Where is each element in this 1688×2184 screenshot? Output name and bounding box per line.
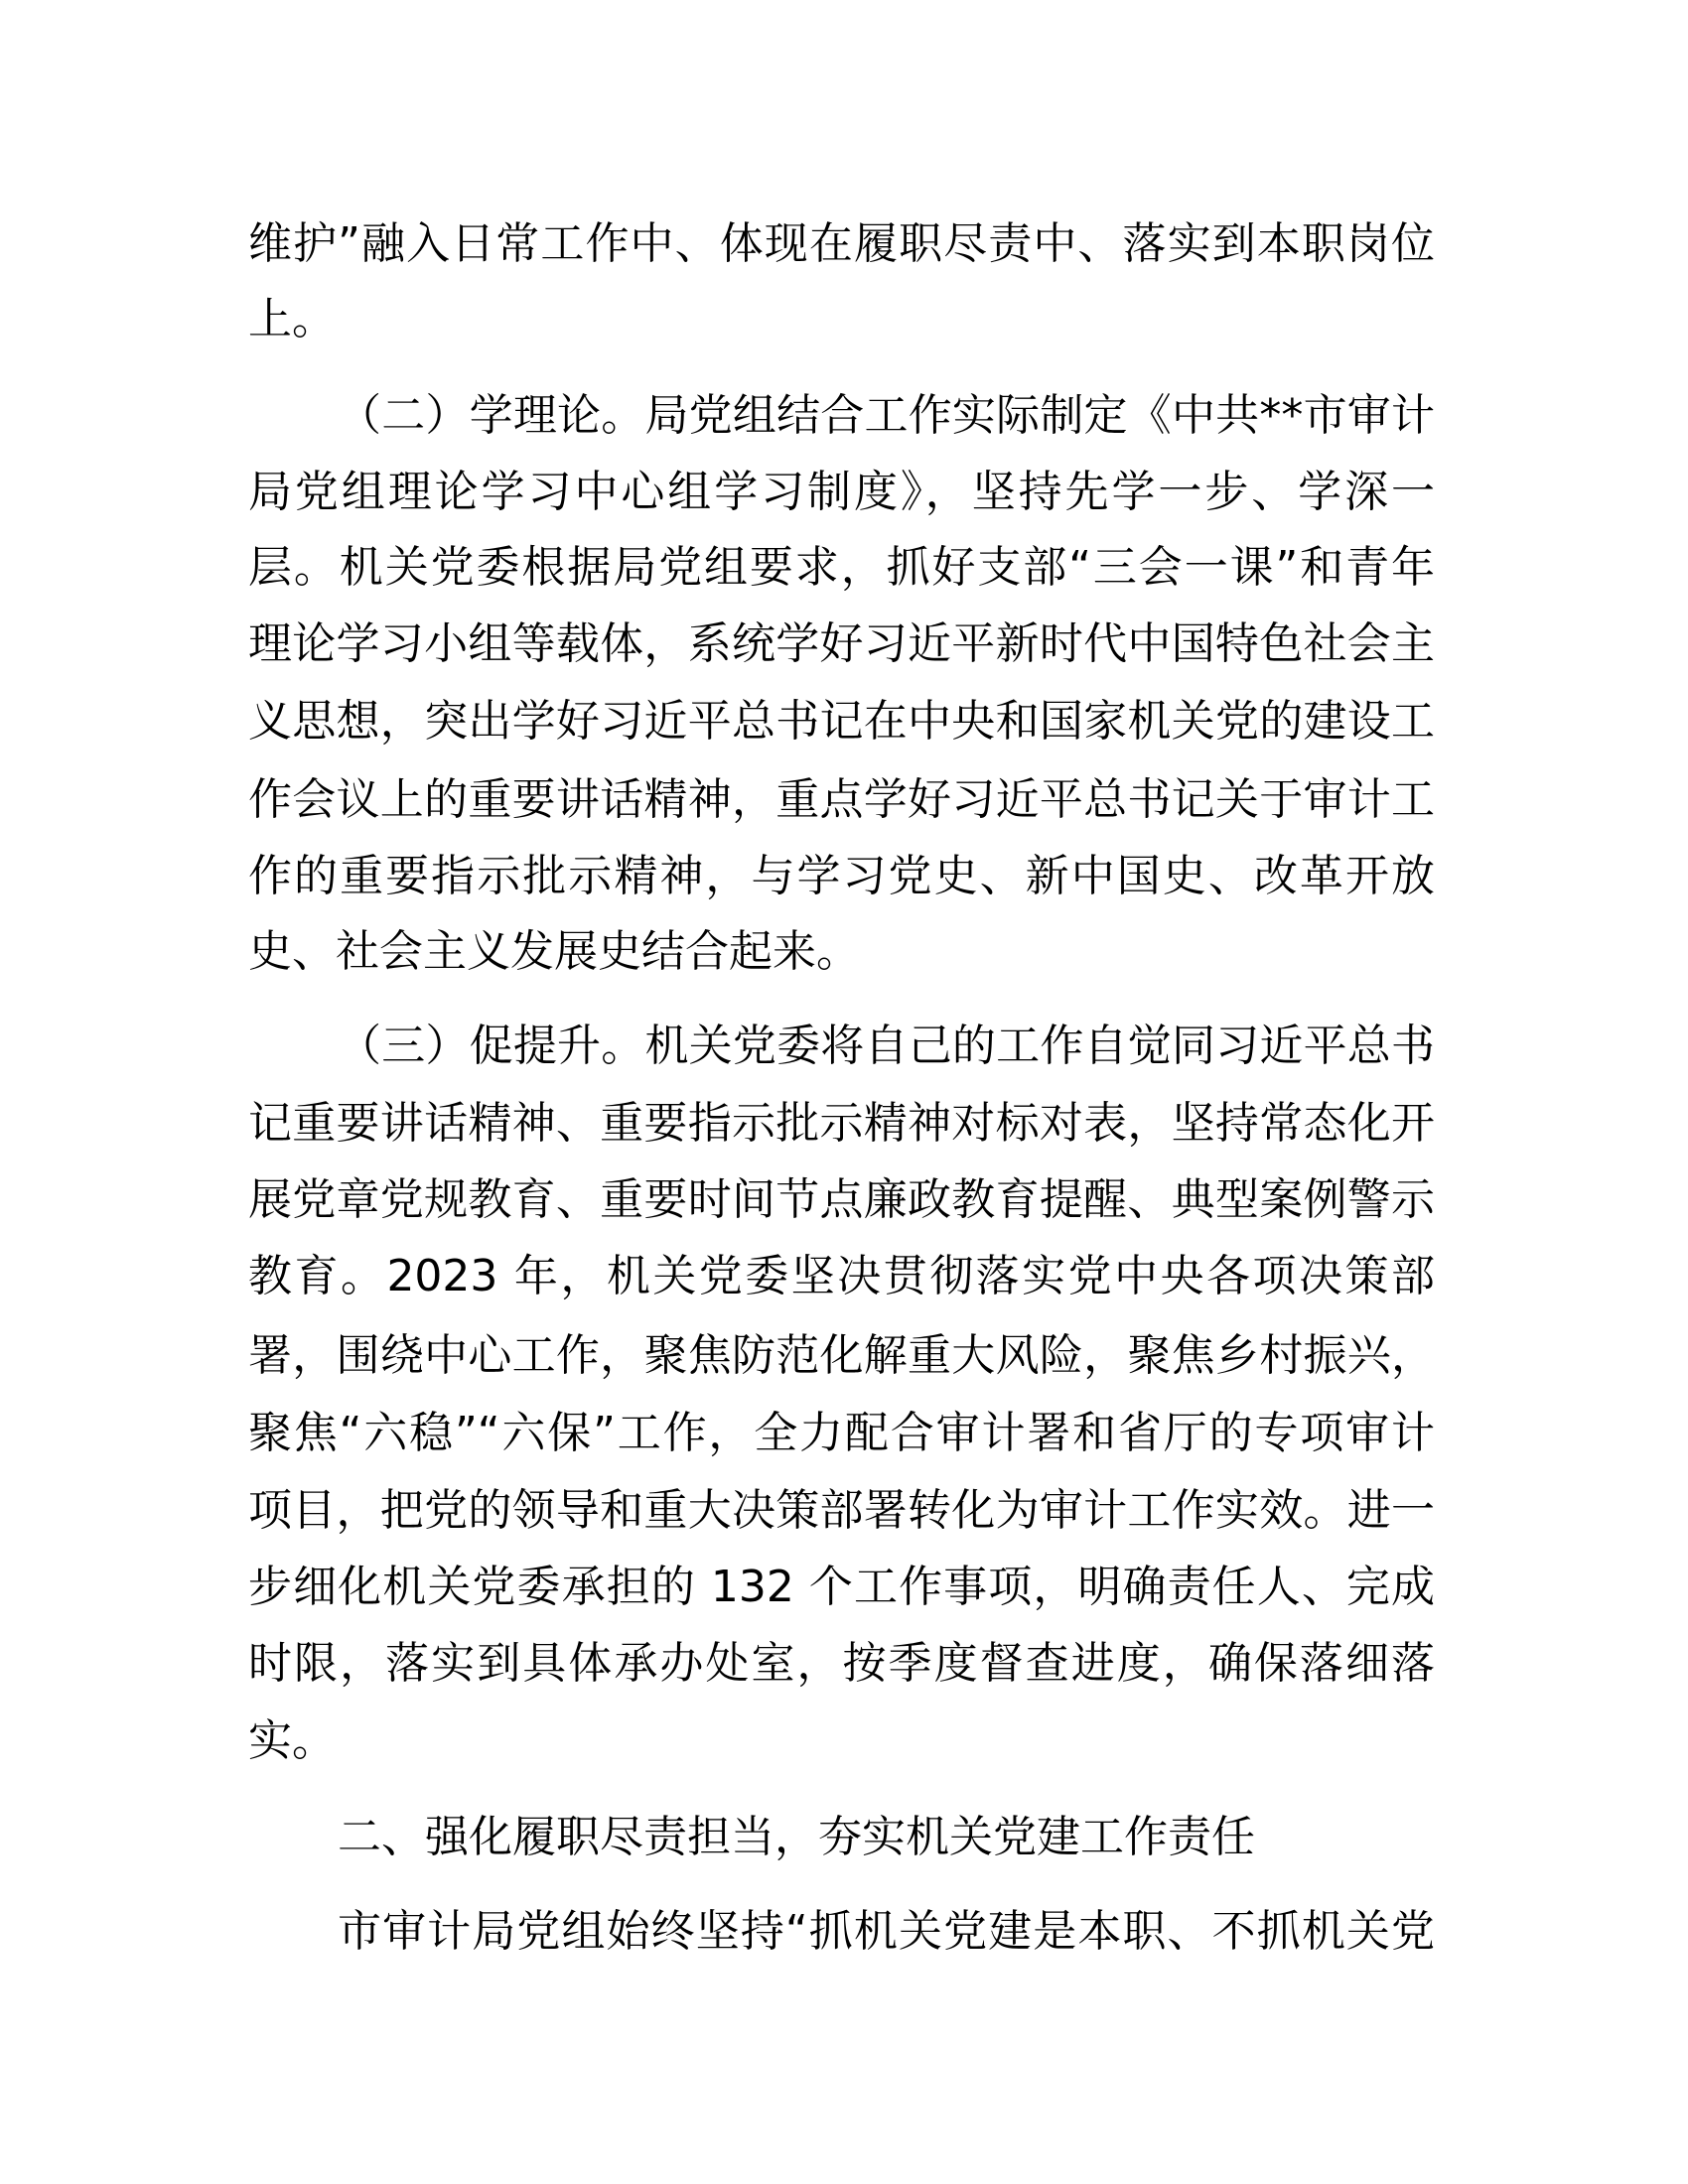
text-line: 上。	[248, 294, 336, 344]
text-line: （三）促提升。机关党委将自己的工作自觉同习近平总书	[338, 1021, 1435, 1071]
text-line: 史、社会主义发展史结合起来。	[248, 926, 860, 977]
text-line: 作的重要指示批示精神，与学习党史、新中国史、改革开放	[248, 851, 1435, 901]
text-line: 义思想，突出学好习近平总书记在中央和国家机关党的建设工	[248, 696, 1435, 747]
text-line: 步细化机关党委承担的 132 个工作事项，明确责任人、完成	[248, 1562, 1435, 1612]
text-line: 理论学习小组等载体，系统学好习近平新时代中国特色社会主	[248, 618, 1435, 669]
text-line: （二）学理论。局党组结合工作实际制定《中共**市审计	[338, 390, 1435, 441]
text-line: 聚焦“六稳”“六保”工作，全力配合审计署和省厅的专项审计	[248, 1408, 1435, 1458]
section-heading-text: 二、强化履职尽责担当，夯实机关党建工作责任	[338, 1812, 1255, 1862]
text-line: 局党组理论学习中心组学习制度》，坚持先学一步、学深一	[248, 467, 1435, 517]
text-line: 展党章党规教育、重要时间节点廉政教育提醒、典型案例警示	[248, 1174, 1435, 1225]
text-line: 维护”融入日常工作中、体现在履职尽责中、落实到本职岗位	[248, 218, 1435, 269]
text-line: 层。机关党委根据局党组要求，抓好支部“三会一课”和青年	[248, 542, 1435, 593]
text-line: 项目，把党的领导和重大决策部署转化为审计工作实效。进一	[248, 1485, 1435, 1536]
text-line: 实。	[248, 1715, 336, 1766]
text-line: 作会议上的重要讲话精神，重点学好习近平总书记关于审计工	[248, 774, 1435, 825]
text-line: 记重要讲话精神、重要指示批示精神对标对表，坚持常态化开	[248, 1098, 1435, 1149]
text-line: 署，围绕中心工作，聚焦防范化解重大风险，聚焦乡村振兴，	[248, 1330, 1435, 1381]
text-line: 时限，落实到具体承办处室，按季度督查进度，确保落细落	[248, 1638, 1435, 1689]
text-line: 教育。2023 年，机关党委坚决贯彻落实党中央各项决策部	[248, 1251, 1435, 1301]
text-line: 市审计局党组始终坚持“抓机关党建是本职、不抓机关党	[338, 1906, 1435, 1957]
